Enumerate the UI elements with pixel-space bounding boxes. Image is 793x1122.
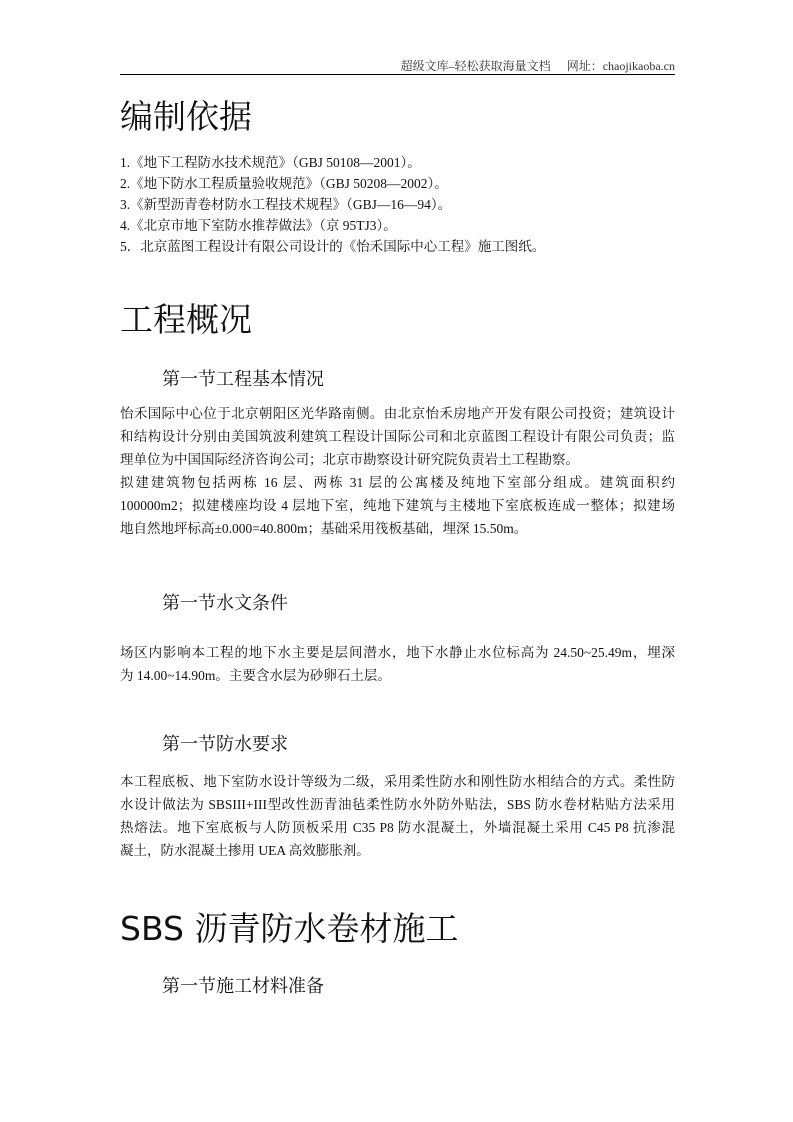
heading-sbs: SBS 沥青防水卷材施工 [120,909,459,948]
heading-basis: 编制依据 [120,97,252,136]
heading-materials: 第一节施工材料准备 [162,976,324,997]
text-line: 地自然地坪标高±0.000=40.800m；基础采用筏板基础，埋深 15.50m。 [120,521,528,536]
text-line: 为 14.00~14.90m。主要含水层为砂卵石土层。 [120,668,391,683]
text-line: 理单位为中国国际经济咨询公司；北京市勘察设计研究院负责岩土工程勘察。 [120,452,579,467]
text-line: 本工程底板、地下室防水设计等级为二级，采用柔性防水和刚性防水相结合的方式。柔性防 [120,774,675,789]
header-site: 超级文库–轻松获取海量文档 [400,59,551,73]
basis-list [120,152,675,257]
paragraph-basic-info [120,402,675,540]
text-line: 场区内影响本工程的地下水主要是层间潜水，地下水静止水位标高为 24.50~25.49m，埋深 [120,645,675,660]
text-line: 热熔法。地下室底板与人防顶板采用 C35 P8 防水混凝土，外墙混凝土采用 C45 P8 抗渗混 [120,820,675,835]
text-line: 拟建建筑物包括两栋 16 层、两栋 31 层的公寓楼及纯地下室部分组成。建筑面积约 [120,475,675,490]
text-line: 水设计做法为 SBSIII+III型改性沥青油毡柔性防水外防外贴法，SBS 防水卷材粘贴方法采用 [120,797,675,812]
header-url: 网址：chaojikaoba.cn [566,59,675,73]
page-header [401,57,675,74]
text-line: 100000m2；拟建楼座均设 4 层地下室，纯地下建筑与主楼地下室底板连成一整体；拟建场 [120,498,675,513]
header-rule [120,74,675,75]
text-line: 凝土，防水混凝土掺用 UEA 高效膨胀剂。 [120,843,370,858]
heading-overview: 工程概况 [120,300,252,339]
text-line: 怡禾国际中心位于北京朝阳区光华路南侧。由北京怡禾房地产开发有限公司投资；建筑设计 [120,406,675,421]
paragraph-waterproof [120,770,675,862]
list-item: 5．北京蓝图工程设计有限公司设计的《怡禾国际中心工程》施工图纸。 [120,239,546,254]
paragraph-hydro [120,641,675,687]
list-item: 1.《地下工程防水技术规范》（GBJ 50108—2001）。 [120,155,421,170]
heading-hydro: 第一节水文条件 [162,593,288,614]
heading-waterproof: 第一节防水要求 [162,734,288,755]
list-item: 4.《北京市地下室防水推荐做法》（京 95TJ3）。 [120,218,397,233]
list-item: 3.《新型沥青卷材防水工程技术规程》（GBJ—16—94）。 [120,197,452,212]
heading-basic-info: 第一节工程基本情况 [162,369,324,390]
text-line: 和结构设计分别由美国筑波利建筑工程设计国际公司和北京蓝图工程设计有限公司负责；监 [120,429,675,444]
list-item: 2.《地下防水工程质量验收规范》（GBJ 50208—2002）。 [120,176,448,191]
